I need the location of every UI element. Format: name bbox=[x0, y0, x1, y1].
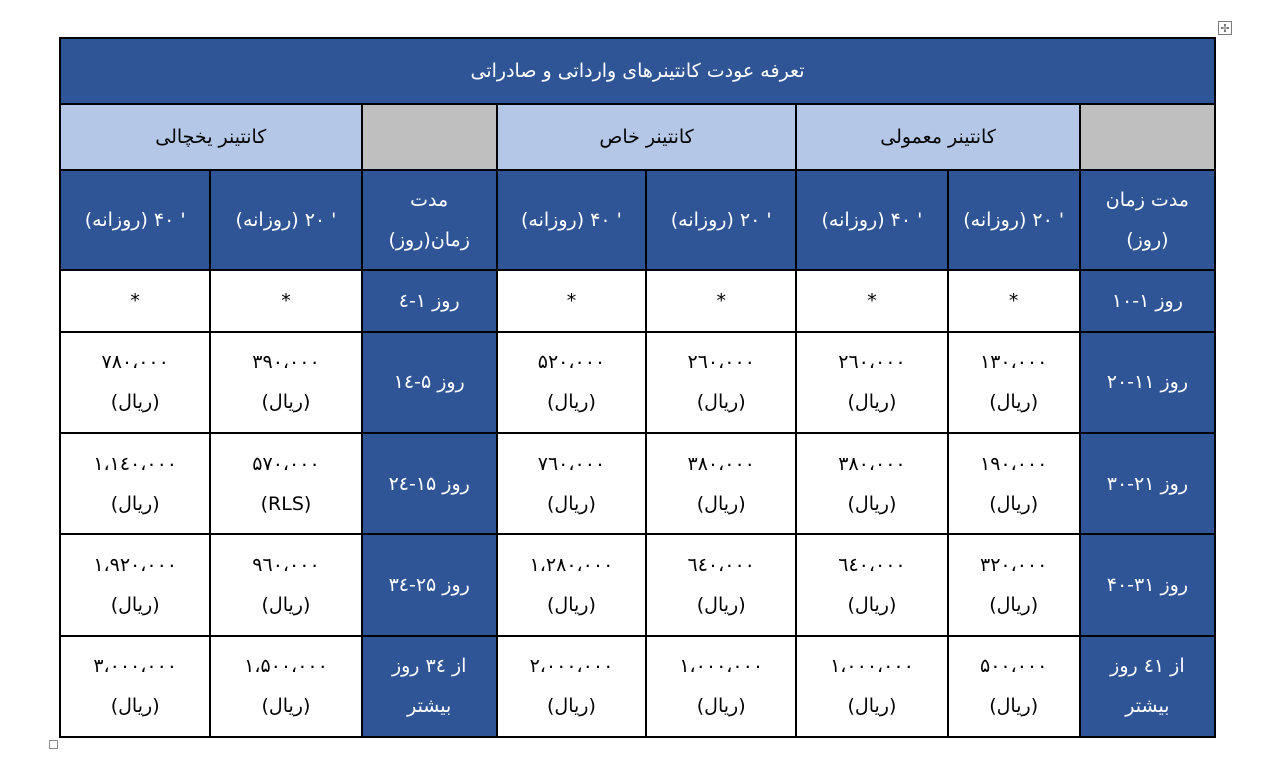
group-header-row bbox=[60, 104, 1215, 170]
cell-line: (ریال) bbox=[546, 492, 596, 515]
refrigerated-20ft-cell bbox=[210, 433, 361, 534]
refrigerated-40ft-cell bbox=[60, 332, 210, 433]
refrigerated-20ft-cell bbox=[210, 636, 361, 737]
cell-line: ۱،۱٤۰،۰۰۰ bbox=[93, 452, 178, 475]
regular-20ft-cell bbox=[948, 270, 1080, 332]
container-tariff-table bbox=[59, 37, 1216, 738]
cell-line: ۳،۰۰۰،۰۰۰ bbox=[93, 655, 178, 678]
cell-line: ۲،۰۰۰،۰۰۰ bbox=[529, 655, 614, 678]
group-header-empty-cell bbox=[1080, 104, 1215, 170]
table-title: تعرفه عودت کانتینرهای وارداتی و صادراتی bbox=[60, 38, 1215, 104]
cell-line: (ریال) bbox=[546, 695, 596, 718]
cell-line: (ریال) bbox=[847, 695, 897, 718]
cell-line: * bbox=[130, 289, 140, 312]
duration-header bbox=[1080, 170, 1215, 269]
refrigerated-duration-label bbox=[362, 332, 497, 433]
regular-20ft-cell bbox=[948, 534, 1080, 635]
cell-line: (ریال) bbox=[989, 492, 1039, 515]
refrigerated-duration-label bbox=[362, 433, 497, 534]
header-line: (روز) bbox=[1126, 229, 1169, 252]
duration-label bbox=[1080, 332, 1215, 433]
cell-line: روز ۱-٤ bbox=[398, 289, 460, 312]
cell-line: (ریال) bbox=[696, 594, 746, 617]
column-header-row bbox=[60, 170, 1215, 269]
refrigerated-duration-label bbox=[362, 534, 497, 635]
special-20ft-cell bbox=[646, 433, 796, 534]
cell-line: ۱،۹۲۰،۰۰۰ bbox=[93, 554, 178, 577]
cell-line: (ریال) bbox=[261, 391, 311, 414]
cell-line: بیشتر bbox=[407, 695, 452, 718]
duration-label bbox=[1080, 636, 1215, 737]
cell-line: (ریال) bbox=[110, 492, 160, 515]
regular-40ft-header: ' ۴۰ (روزانه) bbox=[796, 170, 947, 269]
regular-20ft-cell bbox=[948, 433, 1080, 534]
header-line: زمان(روز) bbox=[388, 229, 470, 252]
special-20ft-cell bbox=[646, 332, 796, 433]
cell-line: روز ۲۱-۳۰ bbox=[1106, 472, 1189, 495]
cell-line: ۱۹۰،۰۰۰ bbox=[979, 452, 1048, 475]
refrigerated-40ft-cell bbox=[60, 433, 210, 534]
regular-40ft-cell bbox=[796, 332, 947, 433]
special-20ft-cell bbox=[646, 636, 796, 737]
cell-line: (ریال) bbox=[110, 594, 160, 617]
refrigerated-duration-label bbox=[362, 270, 497, 332]
refrigerated-20ft-cell bbox=[210, 270, 361, 332]
cell-line: (ریال) bbox=[847, 594, 897, 617]
cell-line: ۲٦۰،۰۰۰ bbox=[687, 351, 755, 374]
refrigerated-20ft-header: ' ۲۰ (روزانه) bbox=[210, 170, 361, 269]
duration-label bbox=[1080, 534, 1215, 635]
cell-line: ۱،۰۰۰،۰۰۰ bbox=[679, 655, 764, 678]
cell-line: ۱،۵۰۰،۰۰۰ bbox=[244, 655, 328, 678]
cell-line: روز ۳۱-۴۰ bbox=[1106, 574, 1189, 597]
table-row bbox=[60, 332, 1215, 433]
table-body bbox=[60, 38, 1215, 737]
cell-line: (ریال) bbox=[546, 594, 596, 617]
cell-line: ۱۳۰،۰۰۰ bbox=[979, 351, 1048, 374]
cell-line: * bbox=[867, 289, 877, 312]
special-40ft-cell bbox=[497, 332, 646, 433]
cell-line: * bbox=[281, 289, 291, 312]
cell-line: (ریال) bbox=[847, 492, 897, 515]
cell-line: (ریال) bbox=[696, 492, 746, 515]
cell-line: ۹٦۰،۰۰۰ bbox=[252, 554, 320, 577]
special-40ft-header: ' ۴۰ (روزانه) bbox=[497, 170, 646, 269]
cell-line: ۷٦۰،۰۰۰ bbox=[537, 452, 606, 475]
cell-line: از ٤۱ روز bbox=[1110, 655, 1185, 678]
regular-20ft-header: ' ۲۰ (روزانه) bbox=[948, 170, 1080, 269]
cell-line: ۱،۲۸۰،۰۰۰ bbox=[529, 554, 614, 577]
cell-line: (ریال) bbox=[847, 391, 897, 414]
duration-header-refrigerated bbox=[362, 170, 497, 269]
duration-label bbox=[1080, 433, 1215, 534]
table-row bbox=[60, 270, 1215, 332]
cell-line: (ریال) bbox=[696, 391, 746, 414]
cell-line: (ریال) bbox=[110, 695, 160, 718]
cell-line: از ۳٤ روز bbox=[391, 655, 467, 678]
table-row bbox=[60, 636, 1215, 737]
cell-line: ۳۹۰،۰۰۰ bbox=[252, 351, 320, 374]
refrigerated-duration-label bbox=[362, 636, 497, 737]
table-row bbox=[60, 534, 1215, 635]
cell-line: ۷۸۰،۰۰۰ bbox=[101, 351, 169, 374]
refrigerated-20ft-cell bbox=[210, 332, 361, 433]
move-cross-icon[interactable]: ✢ bbox=[1218, 21, 1232, 35]
cell-line: ۵۰۰،۰۰۰ bbox=[979, 655, 1048, 678]
regular-20ft-cell bbox=[948, 332, 1080, 433]
cell-line: ٦٤۰،۰۰۰ bbox=[687, 554, 755, 577]
cell-line: ۳۸۰،۰۰۰ bbox=[838, 452, 906, 475]
special-40ft-cell bbox=[497, 636, 646, 737]
group-header-empty-cell bbox=[362, 104, 497, 170]
cell-line: روز ۱۵-۲٤ bbox=[388, 472, 470, 495]
regular-40ft-cell bbox=[796, 636, 947, 737]
cell-line: (ریال) bbox=[989, 391, 1039, 414]
regular-40ft-cell bbox=[796, 433, 947, 534]
cell-line: روز ۲۵-۳٤ bbox=[388, 574, 470, 597]
cell-line: بیشتر bbox=[1125, 695, 1170, 718]
group-special-container: کانتینر خاص bbox=[497, 104, 797, 170]
special-40ft-cell bbox=[497, 270, 646, 332]
refrigerated-20ft-cell bbox=[210, 534, 361, 635]
cell-line: * bbox=[1008, 289, 1019, 312]
regular-20ft-cell bbox=[948, 636, 1080, 737]
special-40ft-cell bbox=[497, 534, 646, 635]
cell-line: (RLS) bbox=[260, 492, 312, 515]
cell-line: روز ۱۱-۲۰ bbox=[1106, 371, 1189, 394]
cell-line: (ریال) bbox=[110, 391, 160, 414]
refrigerated-40ft-cell bbox=[60, 636, 210, 737]
cell-line: ۵۷۰،۰۰۰ bbox=[252, 452, 320, 475]
cell-line: ۳۸۰،۰۰۰ bbox=[687, 452, 755, 475]
special-20ft-cell bbox=[646, 534, 796, 635]
table-row bbox=[60, 433, 1215, 534]
refrigerated-40ft-cell bbox=[60, 534, 210, 635]
cell-line: ٦٤۰،۰۰۰ bbox=[838, 554, 906, 577]
cell-line: روز ۱-۱۰ bbox=[1111, 289, 1183, 312]
table-resize-handle[interactable] bbox=[49, 740, 58, 749]
special-20ft-cell bbox=[646, 270, 796, 332]
cell-line: (ریال) bbox=[546, 391, 596, 414]
cell-line: * bbox=[716, 289, 726, 312]
cell-line: ۱،۰۰۰،۰۰۰ bbox=[830, 655, 914, 678]
cell-line: * bbox=[566, 289, 577, 312]
cell-line: (ریال) bbox=[261, 594, 311, 617]
header-line: مدت bbox=[410, 189, 449, 212]
regular-40ft-cell bbox=[796, 534, 947, 635]
special-20ft-header: ' ۲۰ (روزانه) bbox=[646, 170, 796, 269]
cell-line: (ریال) bbox=[989, 695, 1039, 718]
refrigerated-40ft-cell bbox=[60, 270, 210, 332]
cell-line: روز ۵-۱٤ bbox=[393, 371, 465, 394]
cell-line: (ریال) bbox=[989, 594, 1039, 617]
group-regular-container: کانتینر معمولی bbox=[796, 104, 1079, 170]
cell-line: ۳۲۰،۰۰۰ bbox=[979, 554, 1048, 577]
title-row bbox=[60, 38, 1215, 104]
special-40ft-cell bbox=[497, 433, 646, 534]
cell-line: ۵۲۰،۰۰۰ bbox=[537, 351, 606, 374]
duration-label bbox=[1080, 270, 1215, 332]
cell-line: ۲٦۰،۰۰۰ bbox=[838, 351, 906, 374]
cell-line: (ریال) bbox=[696, 695, 746, 718]
cell-line: (ریال) bbox=[261, 695, 311, 718]
regular-40ft-cell bbox=[796, 270, 947, 332]
group-refrigerated-container: کانتینر یخچالی bbox=[60, 104, 362, 170]
refrigerated-40ft-header: ' ۴۰ (روزانه) bbox=[60, 170, 210, 269]
header-line: مدت زمان bbox=[1105, 189, 1189, 212]
